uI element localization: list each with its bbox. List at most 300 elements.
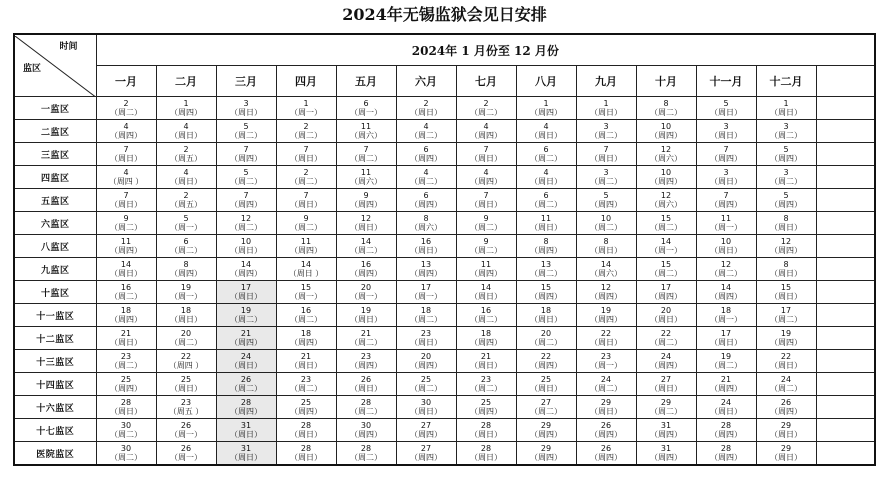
visit-day: 31	[240, 421, 252, 430]
visit-weekday: （周日）	[110, 269, 142, 278]
visit-weekday: （周二）	[410, 384, 442, 393]
visit-weekday: （周四）	[650, 292, 682, 301]
visit-day: 14	[720, 283, 732, 292]
visit-date-cell	[636, 235, 696, 258]
visit-day: 24	[720, 398, 732, 407]
visit-day: 7	[123, 145, 129, 154]
visit-weekday: （周四）	[770, 407, 802, 416]
visit-date-cell	[336, 212, 396, 235]
visit-day: 24	[240, 352, 252, 361]
visit-date-cell	[96, 235, 156, 258]
visit-date-cell	[96, 327, 156, 350]
visit-day: 5	[243, 122, 249, 131]
visit-weekday: （周日）	[530, 177, 562, 186]
visit-date-cell	[756, 258, 816, 281]
visit-weekday: （周六）	[350, 177, 382, 186]
visit-weekday: （周四）	[770, 338, 802, 347]
visit-date-cell	[516, 258, 576, 281]
visit-day: 14	[120, 260, 132, 269]
visit-day: 1	[783, 99, 789, 108]
visit-day: 23	[360, 352, 372, 361]
visit-date-cell	[516, 396, 576, 419]
visit-date-cell	[96, 258, 156, 281]
visit-weekday: （周日）	[770, 269, 802, 278]
visit-day: 11	[480, 260, 492, 269]
visit-day: 20	[420, 352, 432, 361]
visit-day: 7	[723, 145, 729, 154]
spare-cell	[816, 120, 875, 143]
visit-day: 25	[120, 375, 132, 384]
visit-weekday: （周一）	[290, 292, 322, 301]
visit-weekday: （周二）	[650, 223, 682, 232]
visit-date-cell	[156, 442, 216, 466]
visit-date-cell	[216, 235, 276, 258]
visit-date-cell	[276, 419, 336, 442]
visit-date-cell	[396, 327, 456, 350]
table-row	[14, 304, 875, 327]
visit-day: 22	[660, 329, 672, 338]
visit-weekday: （周四）	[470, 338, 502, 347]
visit-date-cell	[516, 235, 576, 258]
visit-date-cell	[276, 212, 336, 235]
visit-date-cell	[636, 166, 696, 189]
visit-date-cell	[156, 373, 216, 396]
visit-day: 22	[600, 329, 612, 338]
visit-weekday: （周日）	[470, 361, 502, 370]
visit-day: 24	[660, 352, 672, 361]
visit-date-cell	[576, 212, 636, 235]
visit-date-cell	[516, 327, 576, 350]
visit-date-cell	[396, 97, 456, 120]
visit-weekday: （周四）	[230, 407, 262, 416]
visit-day: 16	[120, 283, 132, 292]
visit-weekday: （周四）	[410, 453, 442, 462]
visit-day: 18	[180, 306, 192, 315]
visit-date-cell	[756, 373, 816, 396]
visit-day: 11	[300, 237, 312, 246]
visit-weekday: （周日 ）	[288, 269, 324, 278]
visit-day: 7	[363, 145, 369, 154]
visit-weekday: （周四）	[530, 453, 562, 462]
visit-day: 14	[480, 283, 492, 292]
visit-date-cell	[96, 189, 156, 212]
month-header: 六月	[396, 66, 456, 97]
visit-date-cell	[756, 442, 816, 466]
visit-date-cell	[636, 396, 696, 419]
visit-day: 7	[483, 145, 489, 154]
visit-date-cell	[756, 304, 816, 327]
visit-weekday: （周二）	[410, 315, 442, 324]
visit-day: 26	[600, 444, 612, 453]
prison-area-name: 六监区	[14, 212, 96, 235]
visit-date-cell	[516, 143, 576, 166]
visit-day: 3	[783, 168, 789, 177]
visit-weekday: （周日）	[590, 407, 622, 416]
visit-weekday: （周二）	[230, 315, 262, 324]
visit-weekday: （周二）	[650, 108, 682, 117]
visit-date-cell	[336, 419, 396, 442]
visit-date-cell	[216, 327, 276, 350]
visit-day: 26	[180, 444, 192, 453]
visit-date-cell	[756, 396, 816, 419]
visit-date-cell	[156, 419, 216, 442]
visit-date-cell	[156, 189, 216, 212]
visit-date-cell	[276, 304, 336, 327]
visit-day: 27	[420, 444, 432, 453]
visit-weekday: （周一）	[170, 453, 202, 462]
visit-weekday: （周一）	[650, 246, 682, 255]
table-row	[14, 258, 875, 281]
month-header: 十二月	[756, 66, 816, 97]
visit-date-cell	[96, 373, 156, 396]
visit-weekday: （周日）	[470, 430, 502, 439]
visit-day: 25	[480, 398, 492, 407]
visit-day: 9	[123, 214, 129, 223]
visit-weekday: （周四）	[530, 430, 562, 439]
visit-date-cell	[456, 281, 516, 304]
visit-day: 9	[363, 191, 369, 200]
month-header: 三月	[216, 66, 276, 97]
visit-day: 14	[660, 237, 672, 246]
visit-date-cell	[216, 419, 276, 442]
visit-date-cell	[396, 442, 456, 466]
visit-day: 29	[600, 398, 612, 407]
visit-date-cell	[216, 166, 276, 189]
visit-date-cell	[336, 120, 396, 143]
visit-day: 7	[483, 191, 489, 200]
visit-weekday: （周二）	[410, 177, 442, 186]
visit-day: 8	[543, 237, 549, 246]
visit-date-cell	[216, 350, 276, 373]
visit-date-cell	[456, 143, 516, 166]
visit-date-cell	[516, 373, 576, 396]
visit-day: 23	[420, 329, 432, 338]
visit-date-cell	[576, 189, 636, 212]
visit-weekday: （周日）	[290, 154, 322, 163]
visit-day: 30	[120, 444, 132, 453]
visit-weekday: （周二）	[470, 246, 502, 255]
visit-day: 14	[600, 260, 612, 269]
visit-day: 8	[663, 99, 669, 108]
visit-weekday: （周日）	[170, 177, 202, 186]
spare-cell	[816, 189, 875, 212]
visit-day: 18	[420, 306, 432, 315]
visit-weekday: （周四）	[290, 407, 322, 416]
table-body	[14, 97, 875, 466]
visit-day: 29	[780, 421, 792, 430]
spare-column-header	[816, 66, 875, 97]
visit-day: 11	[360, 122, 372, 131]
visit-weekday: （周日）	[710, 407, 742, 416]
visit-day: 27	[660, 375, 672, 384]
visit-weekday: （周二）	[350, 407, 382, 416]
visit-weekday: （周四）	[710, 292, 742, 301]
visit-date-cell	[756, 189, 816, 212]
visit-date-cell	[756, 97, 816, 120]
visit-date-cell	[696, 304, 756, 327]
visit-date-cell	[696, 212, 756, 235]
visit-day: 26	[780, 398, 792, 407]
visit-day: 20	[660, 306, 672, 315]
visit-weekday: （周二）	[410, 131, 442, 140]
visit-day: 15	[660, 260, 672, 269]
visit-day: 22	[180, 352, 192, 361]
visit-day: 9	[483, 214, 489, 223]
visit-date-cell	[396, 120, 456, 143]
visit-day: 26	[180, 421, 192, 430]
visit-weekday: （周四）	[410, 361, 442, 370]
visit-weekday: （周二）	[470, 384, 502, 393]
visit-weekday: （周六）	[410, 223, 442, 232]
time-label: 时间	[59, 41, 78, 52]
visit-weekday: （周日）	[110, 200, 142, 209]
visit-date-cell	[96, 442, 156, 466]
visit-day: 27	[540, 398, 552, 407]
visit-day: 19	[600, 306, 612, 315]
visit-weekday: （周二）	[350, 338, 382, 347]
visit-date-cell	[156, 143, 216, 166]
visit-weekday: （周一）	[590, 361, 622, 370]
visit-day: 28	[360, 444, 372, 453]
visit-weekday: （周日）	[350, 384, 382, 393]
visit-date-cell	[96, 97, 156, 120]
visit-date-cell	[456, 373, 516, 396]
visit-weekday: （周四）	[230, 154, 262, 163]
visit-day: 1	[603, 99, 609, 108]
visit-day: 4	[543, 122, 549, 131]
visit-date-cell	[216, 304, 276, 327]
visit-date-cell	[756, 327, 816, 350]
visit-weekday: （周四）	[590, 453, 622, 462]
visit-day: 19	[780, 329, 792, 338]
visit-weekday: （周日）	[230, 292, 262, 301]
month-header: 十月	[636, 66, 696, 97]
visit-date-cell	[156, 396, 216, 419]
visit-date-cell	[216, 442, 276, 466]
visit-date-cell	[336, 350, 396, 373]
visit-weekday: （周一）	[710, 315, 742, 324]
visit-date-cell	[756, 281, 816, 304]
visit-day: 16	[480, 306, 492, 315]
visit-day: 31	[660, 444, 672, 453]
visit-date-cell	[576, 166, 636, 189]
visit-weekday: （周日）	[230, 108, 262, 117]
visit-day: 4	[483, 122, 489, 131]
visit-date-cell	[336, 235, 396, 258]
spare-cell	[816, 235, 875, 258]
visit-day: 24	[600, 375, 612, 384]
visit-weekday: （周一）	[410, 292, 442, 301]
visit-date-cell	[516, 189, 576, 212]
visit-day: 12	[660, 191, 672, 200]
visit-weekday: （周日）	[710, 246, 742, 255]
visit-weekday: （周四）	[770, 154, 802, 163]
visit-weekday: （周四）	[410, 269, 442, 278]
spare-cell	[816, 166, 875, 189]
visit-day: 11	[540, 214, 552, 223]
visit-weekday: （周日）	[770, 361, 802, 370]
visit-weekday: （周四）	[650, 131, 682, 140]
visit-day: 2	[183, 191, 189, 200]
spare-cell	[816, 97, 875, 120]
visit-date-cell	[216, 189, 276, 212]
visit-day: 28	[240, 398, 252, 407]
visit-day: 18	[720, 306, 732, 315]
visit-date-cell	[456, 235, 516, 258]
visit-weekday: （周五 ）	[168, 407, 204, 416]
visit-weekday: （周四）	[110, 315, 142, 324]
visit-date-cell	[456, 258, 516, 281]
prison-area-name: 一监区	[14, 97, 96, 120]
page-title: 2024年无锡监狱会见日安排	[342, 5, 547, 24]
visit-day: 7	[243, 191, 249, 200]
visit-date-cell	[636, 97, 696, 120]
visit-weekday: （周日）	[770, 223, 802, 232]
visit-day: 17	[240, 283, 252, 292]
area-label: 监区	[23, 63, 42, 74]
visit-weekday: （周二）	[770, 131, 802, 140]
visit-date-cell	[576, 373, 636, 396]
visit-weekday: （周二）	[530, 269, 562, 278]
visit-date-cell	[696, 166, 756, 189]
visit-day: 20	[360, 283, 372, 292]
table-row	[14, 442, 875, 466]
visit-date-cell	[576, 327, 636, 350]
visit-day: 2	[423, 99, 429, 108]
visit-date-cell	[696, 97, 756, 120]
visit-weekday: （周日）	[470, 453, 502, 462]
visit-weekday: （周四）	[470, 131, 502, 140]
visit-weekday: （周日）	[770, 430, 802, 439]
visit-weekday: （周二）	[770, 384, 802, 393]
visit-date-cell	[456, 304, 516, 327]
visit-weekday: （周四 ）	[108, 177, 144, 186]
visit-day: 15	[300, 283, 312, 292]
visit-day: 8	[603, 237, 609, 246]
visit-day: 18	[540, 306, 552, 315]
visit-day: 16	[300, 306, 312, 315]
visit-weekday: （周日）	[410, 338, 442, 347]
visit-date-cell	[516, 442, 576, 466]
visit-date-cell	[336, 396, 396, 419]
visit-day: 20	[180, 329, 192, 338]
visit-weekday: （周二）	[710, 361, 742, 370]
visit-day: 11	[720, 214, 732, 223]
visit-weekday: （周日）	[530, 223, 562, 232]
visit-date-cell	[156, 350, 216, 373]
visit-weekday: （周日）	[170, 384, 202, 393]
visit-weekday: （周日）	[470, 154, 502, 163]
table-row	[14, 235, 875, 258]
visit-weekday: （周日）	[410, 246, 442, 255]
visit-weekday: （周二）	[470, 108, 502, 117]
visit-date-cell	[96, 120, 156, 143]
visit-weekday: （周二）	[590, 131, 622, 140]
visit-date-cell	[396, 166, 456, 189]
visit-weekday: （周四）	[170, 108, 202, 117]
visit-date-cell	[396, 212, 456, 235]
visit-day: 21	[300, 352, 312, 361]
date-range-header: 2024年 1 月份至 12 月份	[96, 34, 875, 66]
visit-date-cell	[396, 143, 456, 166]
visit-day: 12	[600, 283, 612, 292]
visit-weekday: （周四）	[590, 292, 622, 301]
visit-day: 23	[180, 398, 192, 407]
visit-date-cell	[276, 258, 336, 281]
visit-day: 28	[360, 398, 372, 407]
visit-weekday: （周二）	[290, 223, 322, 232]
prison-area-name: 三监区	[14, 143, 96, 166]
visit-weekday: （周日）	[230, 246, 262, 255]
visit-weekday: （周二）	[290, 384, 322, 393]
visit-weekday: （周四）	[410, 430, 442, 439]
prison-area-name: 十一监区	[14, 304, 96, 327]
visit-weekday: （周二）	[230, 177, 262, 186]
visit-date-cell	[636, 419, 696, 442]
visit-day: 7	[303, 145, 309, 154]
visit-day: 22	[780, 352, 792, 361]
visit-day: 10	[240, 237, 252, 246]
visit-date-cell	[336, 166, 396, 189]
visit-date-cell	[216, 143, 276, 166]
visit-day: 2	[303, 122, 309, 131]
visit-weekday: （周四）	[710, 200, 742, 209]
visit-date-cell	[96, 281, 156, 304]
visit-weekday: （周日）	[410, 108, 442, 117]
spare-cell	[816, 281, 875, 304]
visit-day: 4	[543, 168, 549, 177]
visit-date-cell	[456, 442, 516, 466]
visit-date-cell	[696, 327, 756, 350]
visit-weekday: （周一）	[170, 223, 202, 232]
table-row	[14, 143, 875, 166]
visit-day: 19	[360, 306, 372, 315]
visit-date-cell	[156, 97, 216, 120]
visit-date-cell	[96, 212, 156, 235]
visit-date-cell	[216, 396, 276, 419]
visit-day: 17	[420, 283, 432, 292]
visit-date-cell	[576, 258, 636, 281]
visit-weekday: （周四）	[710, 154, 742, 163]
visit-weekday: （周日）	[530, 131, 562, 140]
visit-date-cell	[156, 166, 216, 189]
visit-weekday: （周二）	[530, 200, 562, 209]
visit-date-cell	[456, 189, 516, 212]
visit-weekday: （周一）	[290, 108, 322, 117]
visit-day: 25	[420, 375, 432, 384]
visit-date-cell	[336, 327, 396, 350]
visit-date-cell	[336, 258, 396, 281]
visit-weekday: （周四）	[590, 200, 622, 209]
visit-day: 5	[603, 191, 609, 200]
visit-day: 6	[423, 145, 429, 154]
visit-weekday: （周四）	[590, 430, 622, 439]
visit-date-cell	[576, 396, 636, 419]
visit-day: 6	[363, 99, 369, 108]
visit-weekday: （周一）	[350, 108, 382, 117]
visit-day: 31	[660, 421, 672, 430]
visit-date-cell	[336, 189, 396, 212]
visit-date-cell	[276, 350, 336, 373]
table-row	[14, 396, 875, 419]
visit-day: 23	[120, 352, 132, 361]
visit-date-cell	[636, 258, 696, 281]
visit-weekday: （周二）	[470, 223, 502, 232]
visit-date-cell	[696, 120, 756, 143]
visit-date-cell	[696, 143, 756, 166]
visit-weekday: （周日）	[170, 315, 202, 324]
visit-date-cell	[216, 258, 276, 281]
